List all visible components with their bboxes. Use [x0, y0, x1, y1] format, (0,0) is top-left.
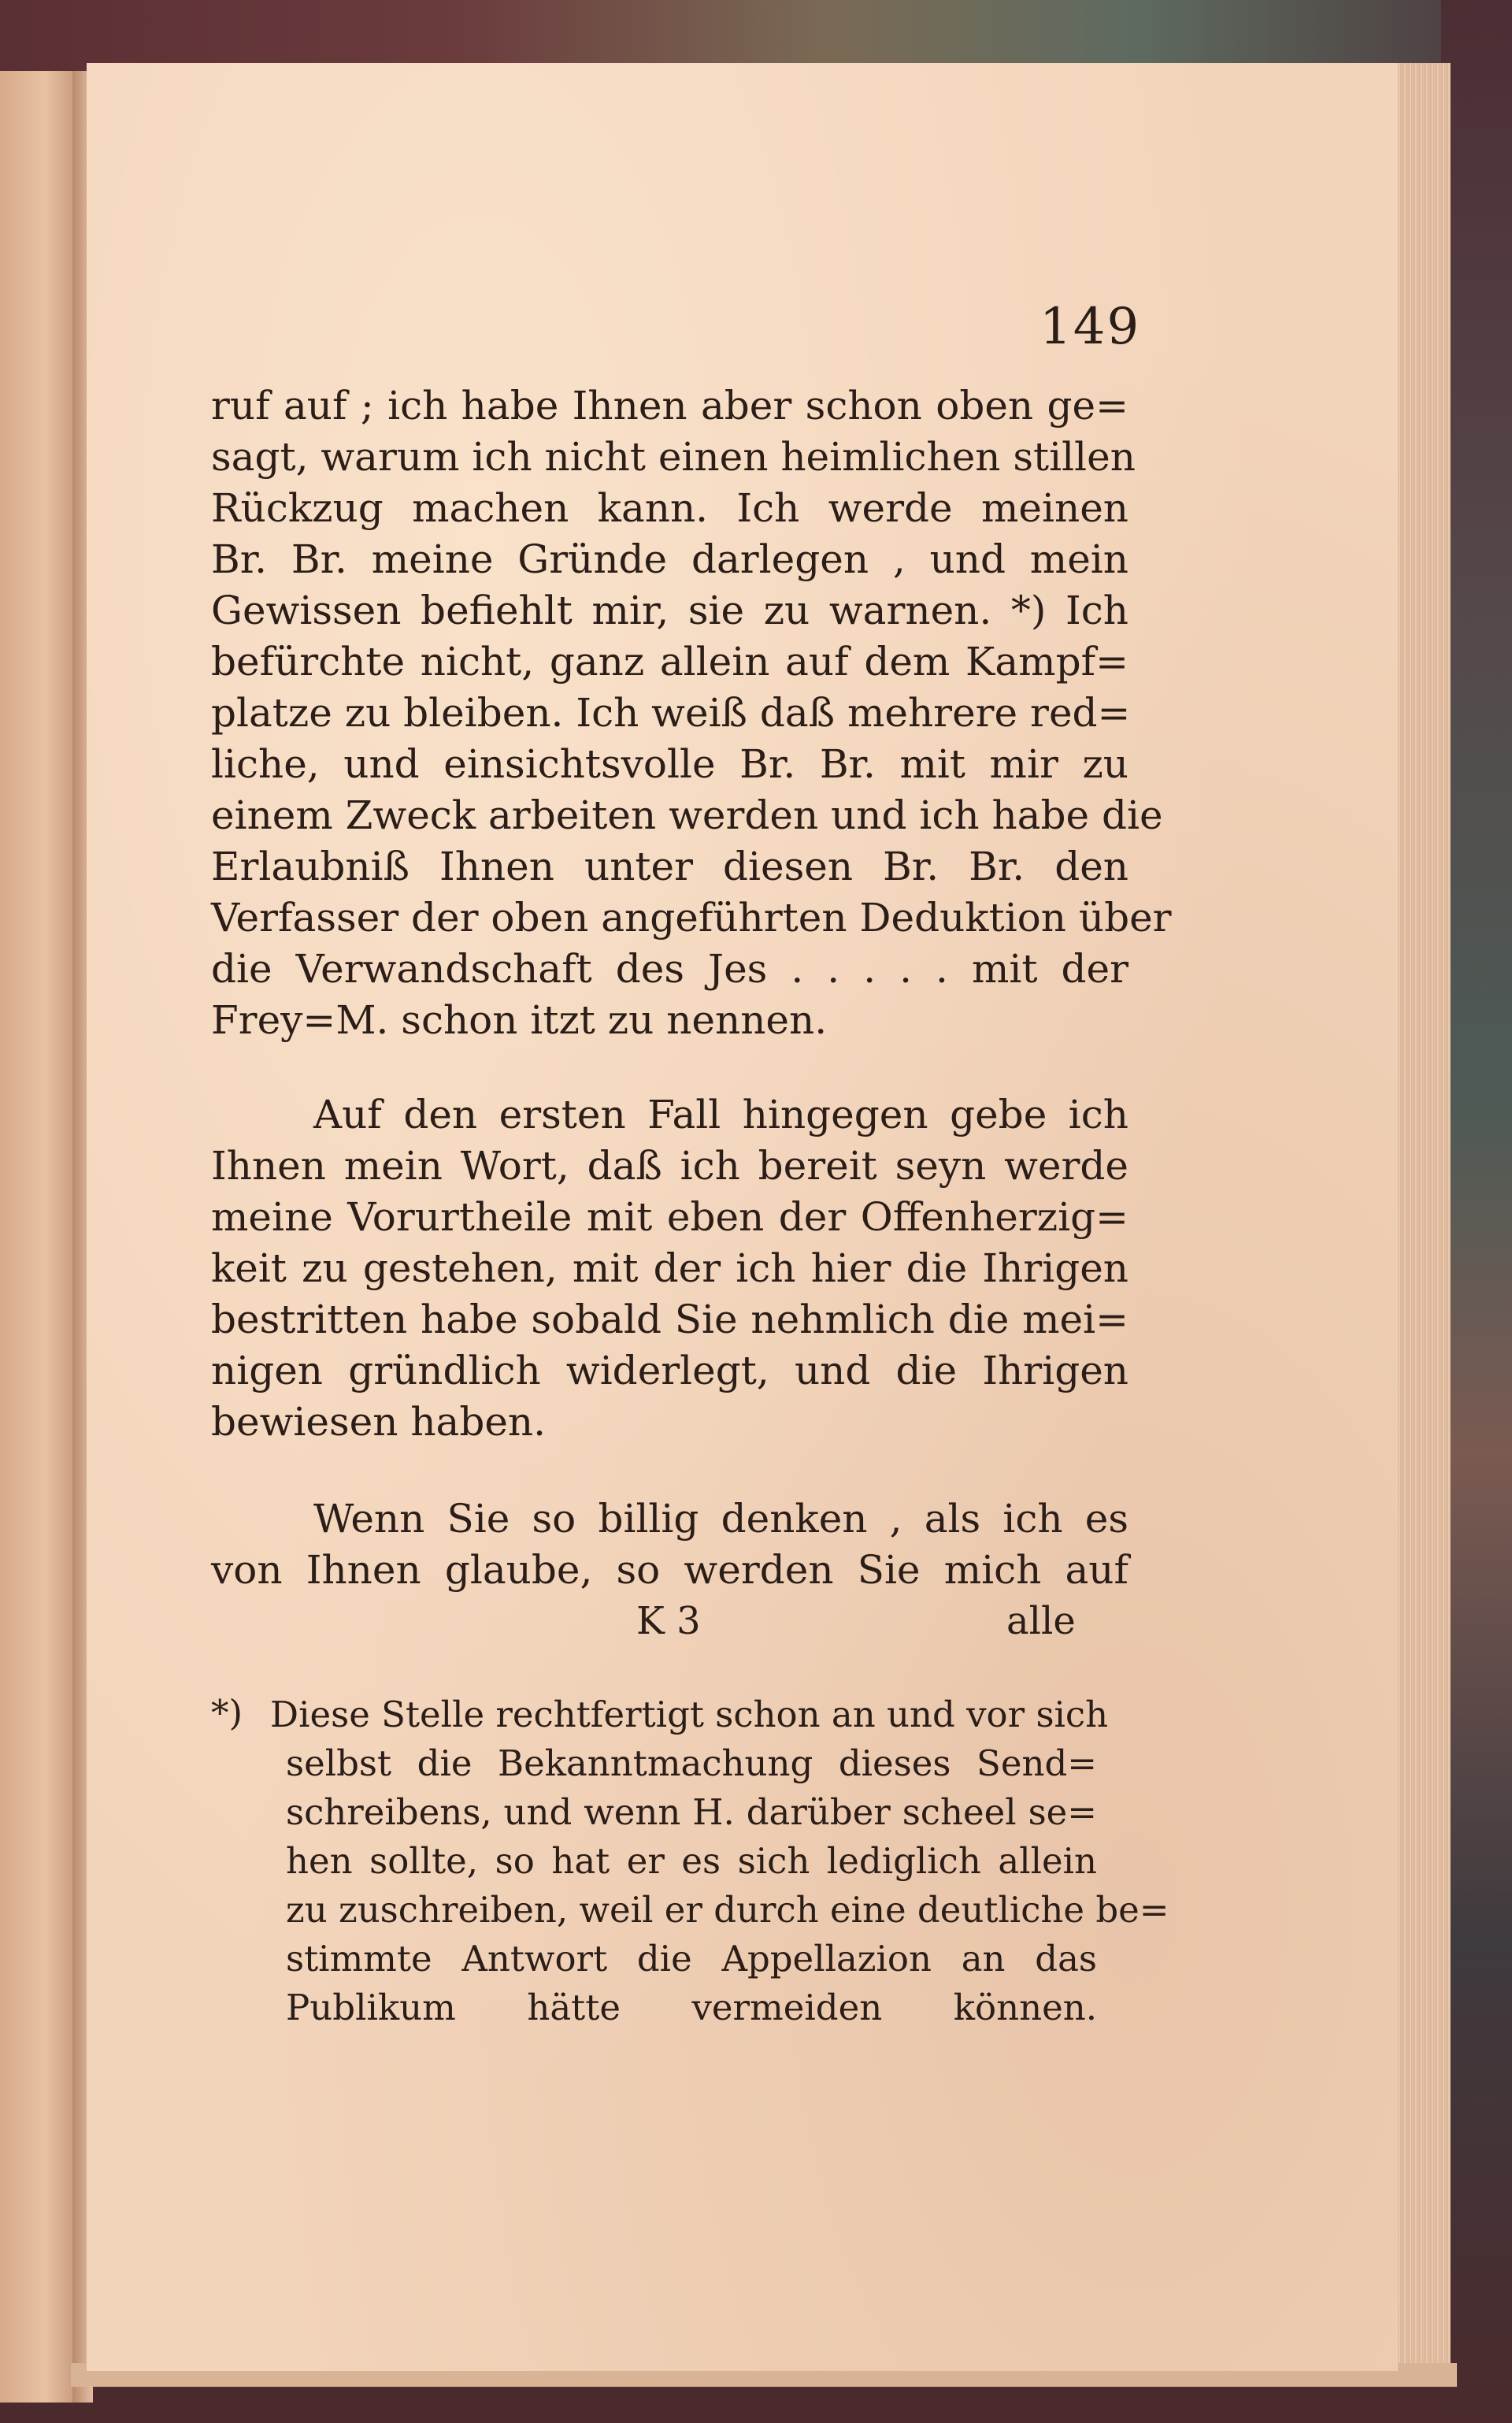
text-line: Auf den ersten Fall hingegen gebe ich — [313, 1092, 1128, 1137]
signature-mark: K 3 — [636, 1599, 701, 1643]
text-line: Br. Br. meine Gründe darlegen , und mein — [211, 536, 1128, 582]
text-line: Rückzug machen kann. Ich werde meinen — [211, 485, 1128, 531]
text-line: von Ihnen glaube, so werden Sie mich auf — [211, 1547, 1128, 1593]
footnote-line: stimmte Antwort die Appellazion an das — [286, 1938, 1097, 1980]
text-line: bestritten habe sobald Sie nehmlich die mei= — [211, 1297, 1128, 1342]
text-line: Frey=M. schon itzt zu nennen. — [211, 997, 828, 1043]
text-line: platze zu bleiben. Ich weiß daß mehrere red= — [211, 690, 1131, 736]
footnote-line: zu zuschreiben, weil er durch eine deutliche be= — [286, 1889, 1169, 1931]
text-line: sagt, warum ich nicht einen heimlichen stillen — [211, 434, 1136, 480]
text-line: Wenn Sie so billig denken , als ich es — [313, 1496, 1128, 1542]
footnote-line: Publikum hätte vermeiden können. — [286, 1987, 1097, 2028]
text-line: befürchte nicht, ganz allein auf dem Kampf= — [211, 639, 1128, 685]
page-block-edge — [1394, 63, 1451, 2371]
text-line: einem Zweck arbeiten werden und ich habe die — [211, 792, 1163, 838]
text-line: nigen gründlich widerlegt, und die Ihrigen — [211, 1348, 1128, 1393]
text-line: Erlaubniß Ihnen unter diesen Br. Br. den — [211, 844, 1128, 889]
footnote-marker: *) — [211, 1692, 243, 1734]
text-line: Gewissen befiehlt mir, sie zu warnen. *) Ich — [211, 588, 1128, 633]
book-cover-top — [0, 0, 1512, 71]
text-line: keit zu gestehen, mit der ich hier die Ihrigen — [211, 1245, 1128, 1291]
text-line: Verfasser der oben angeführten Deduktion über — [211, 895, 1172, 941]
text-line: ruf auf ; ich habe Ihnen aber schon oben ge= — [211, 383, 1128, 429]
footnote-line: schreibens, und wenn H. darüber scheel se= — [286, 1791, 1097, 1833]
text-line: liche, und einsichtsvolle Br. Br. mit mir zu — [211, 741, 1128, 787]
text-line: Ihnen mein Wort, daß ich bereit seyn werde — [211, 1143, 1128, 1189]
text-line: die Verwandschaft des Jes . . . . . mit der — [211, 946, 1128, 992]
book-cover-right — [1441, 0, 1512, 2423]
catchword: alle — [1006, 1599, 1076, 1643]
page-number: 149 — [1040, 298, 1141, 356]
footnote-line: Diese Stelle rechtfertigt schon an und vor sich — [270, 1694, 1109, 1735]
facing-page-edge — [0, 47, 75, 2403]
text-line: bewiesen haben. — [211, 1399, 547, 1445]
footnote-line: selbst die Bekanntmachung dieses Send= — [286, 1742, 1097, 1784]
footnote-line: hen sollte, so hat er es sich lediglich allein — [286, 1840, 1097, 1882]
text-line: meine Vorurtheile mit eben der Offenherzig= — [211, 1194, 1128, 1240]
